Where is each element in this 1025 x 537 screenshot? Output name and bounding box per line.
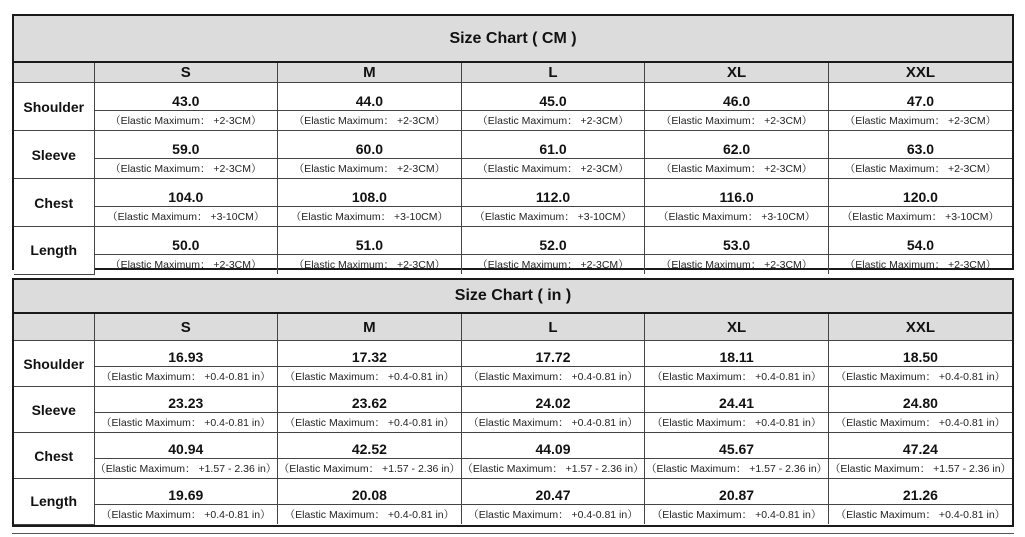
value-cell: 54.0 — [828, 227, 1012, 255]
size-header: XL — [645, 314, 829, 341]
row-label: Chest — [14, 433, 94, 479]
elastic-row — [14, 207, 1012, 227]
elastic-note: （Elastic Maximum： +3-10CM） — [828, 207, 1012, 227]
table-row — [14, 341, 1012, 367]
table-row — [14, 83, 1012, 111]
elastic-row — [14, 413, 1012, 433]
elastic-note: （Elastic Maximum： +1.57 - 2.36 in） — [94, 459, 278, 479]
elastic-row — [14, 367, 1012, 387]
value-cell: 47.0 — [828, 83, 1012, 111]
size-header: XXL — [828, 314, 1012, 341]
size-header: S — [94, 63, 278, 83]
bottom-divider — [12, 533, 1014, 534]
value-cell: 24.02 — [461, 387, 645, 413]
row-label: Chest — [14, 179, 94, 227]
value-cell: 17.72 — [461, 341, 645, 367]
size-header-row — [14, 63, 1012, 83]
size-header: M — [278, 63, 462, 83]
chart-title: Size Chart ( CM ) — [14, 16, 1012, 63]
value-cell: 52.0 — [461, 227, 645, 255]
value-cell: 46.0 — [645, 83, 829, 111]
value-cell: 120.0 — [828, 179, 1012, 207]
row-label: Sleeve — [14, 131, 94, 179]
value-cell: 16.93 — [94, 341, 278, 367]
value-cell: 104.0 — [94, 179, 278, 207]
value-cell: 23.62 — [278, 387, 462, 413]
elastic-note: （Elastic Maximum： +1.57 - 2.36 in） — [461, 459, 645, 479]
size-header: M — [278, 314, 462, 341]
elastic-note: （Elastic Maximum： +2-3CM） — [461, 255, 645, 275]
value-cell: 50.0 — [94, 227, 278, 255]
value-cell: 51.0 — [278, 227, 462, 255]
value-cell: 116.0 — [645, 179, 829, 207]
elastic-note: （Elastic Maximum： +0.4-0.81 in） — [461, 505, 645, 525]
elastic-note: （Elastic Maximum： +0.4-0.81 in） — [828, 413, 1012, 433]
row-label: Sleeve — [14, 387, 94, 433]
row-label: Shoulder — [14, 341, 94, 387]
size-table — [14, 314, 1012, 525]
elastic-note: （Elastic Maximum： +0.4-0.81 in） — [278, 505, 462, 525]
value-cell: 19.69 — [94, 479, 278, 505]
size-header-row — [14, 314, 1012, 341]
value-cell: 40.94 — [94, 433, 278, 459]
elastic-note: （Elastic Maximum： +1.57 - 2.36 in） — [278, 459, 462, 479]
value-cell: 17.32 — [278, 341, 462, 367]
value-cell: 24.41 — [645, 387, 829, 413]
elastic-note: （Elastic Maximum： +0.4-0.81 in） — [94, 413, 278, 433]
elastic-note: （Elastic Maximum： +1.57 - 2.36 in） — [828, 459, 1012, 479]
row-label: Length — [14, 479, 94, 525]
value-cell: 53.0 — [645, 227, 829, 255]
elastic-note: （Elastic Maximum： +2-3CM） — [94, 255, 278, 275]
size-header: L — [461, 63, 645, 83]
elastic-note: （Elastic Maximum： +0.4-0.81 in） — [645, 367, 829, 387]
elastic-note: （Elastic Maximum： +3-10CM） — [278, 207, 462, 227]
elastic-note: （Elastic Maximum： +3-10CM） — [94, 207, 278, 227]
size-chart-cm — [12, 14, 1014, 270]
value-cell: 112.0 — [461, 179, 645, 207]
value-cell: 43.0 — [94, 83, 278, 111]
elastic-note: （Elastic Maximum： +2-3CM） — [828, 111, 1012, 131]
elastic-note: （Elastic Maximum： +0.4-0.81 in） — [828, 505, 1012, 525]
size-header: L — [461, 314, 645, 341]
elastic-note: （Elastic Maximum： +2-3CM） — [94, 159, 278, 179]
elastic-note: （Elastic Maximum： +0.4-0.81 in） — [278, 367, 462, 387]
elastic-note: （Elastic Maximum： +2-3CM） — [828, 159, 1012, 179]
elastic-note: （Elastic Maximum： +2-3CM） — [278, 255, 462, 275]
value-cell: 47.24 — [828, 433, 1012, 459]
value-cell: 18.11 — [645, 341, 829, 367]
table-row — [14, 131, 1012, 159]
value-cell: 42.52 — [278, 433, 462, 459]
elastic-note: （Elastic Maximum： +0.4-0.81 in） — [94, 505, 278, 525]
elastic-row — [14, 459, 1012, 479]
elastic-note: （Elastic Maximum： +0.4-0.81 in） — [461, 413, 645, 433]
elastic-note: （Elastic Maximum： +0.4-0.81 in） — [645, 505, 829, 525]
value-cell: 20.87 — [645, 479, 829, 505]
elastic-note: （Elastic Maximum： +2-3CM） — [828, 255, 1012, 275]
value-cell: 45.67 — [645, 433, 829, 459]
value-cell: 20.47 — [461, 479, 645, 505]
size-header: XL — [645, 63, 829, 83]
value-cell: 21.26 — [828, 479, 1012, 505]
elastic-note: （Elastic Maximum： +2-3CM） — [645, 159, 829, 179]
table-row — [14, 387, 1012, 413]
value-cell: 60.0 — [278, 131, 462, 159]
size-chart-in — [12, 278, 1014, 527]
elastic-note: （Elastic Maximum： +2-3CM） — [278, 111, 462, 131]
value-cell: 20.08 — [278, 479, 462, 505]
value-cell: 59.0 — [94, 131, 278, 159]
value-cell: 45.0 — [461, 83, 645, 111]
elastic-note: （Elastic Maximum： +2-3CM） — [645, 255, 829, 275]
elastic-note: （Elastic Maximum： +1.57 - 2.36 in） — [645, 459, 829, 479]
value-cell: 63.0 — [828, 131, 1012, 159]
value-cell: 24.80 — [828, 387, 1012, 413]
elastic-note: （Elastic Maximum： +2-3CM） — [461, 111, 645, 131]
value-cell: 44.09 — [461, 433, 645, 459]
corner-cell — [14, 63, 94, 83]
chart-title: Size Chart ( in ) — [14, 280, 1012, 314]
elastic-note: （Elastic Maximum： +3-10CM） — [645, 207, 829, 227]
row-label: Shoulder — [14, 83, 94, 131]
elastic-note: （Elastic Maximum： +0.4-0.81 in） — [278, 413, 462, 433]
elastic-note: （Elastic Maximum： +3-10CM） — [461, 207, 645, 227]
elastic-note: （Elastic Maximum： +2-3CM） — [94, 111, 278, 131]
elastic-note: （Elastic Maximum： +2-3CM） — [278, 159, 462, 179]
table-row — [14, 479, 1012, 505]
elastic-note: （Elastic Maximum： +0.4-0.81 in） — [645, 413, 829, 433]
size-header: S — [94, 314, 278, 341]
value-cell: 61.0 — [461, 131, 645, 159]
elastic-note: （Elastic Maximum： +0.4-0.81 in） — [94, 367, 278, 387]
elastic-note: （Elastic Maximum： +2-3CM） — [461, 159, 645, 179]
elastic-row — [14, 159, 1012, 179]
table-row — [14, 179, 1012, 207]
elastic-note: （Elastic Maximum： +0.4-0.81 in） — [828, 367, 1012, 387]
size-header: XXL — [828, 63, 1012, 83]
corner-cell — [14, 314, 94, 341]
value-cell: 18.50 — [828, 341, 1012, 367]
elastic-note: （Elastic Maximum： +2-3CM） — [645, 111, 829, 131]
elastic-row — [14, 255, 1012, 275]
value-cell: 23.23 — [94, 387, 278, 413]
elastic-row — [14, 505, 1012, 525]
elastic-row — [14, 111, 1012, 131]
table-row — [14, 433, 1012, 459]
value-cell: 108.0 — [278, 179, 462, 207]
table-row — [14, 227, 1012, 255]
row-label: Length — [14, 227, 94, 275]
value-cell: 62.0 — [645, 131, 829, 159]
size-table — [14, 63, 1012, 275]
elastic-note: （Elastic Maximum： +0.4-0.81 in） — [461, 367, 645, 387]
value-cell: 44.0 — [278, 83, 462, 111]
